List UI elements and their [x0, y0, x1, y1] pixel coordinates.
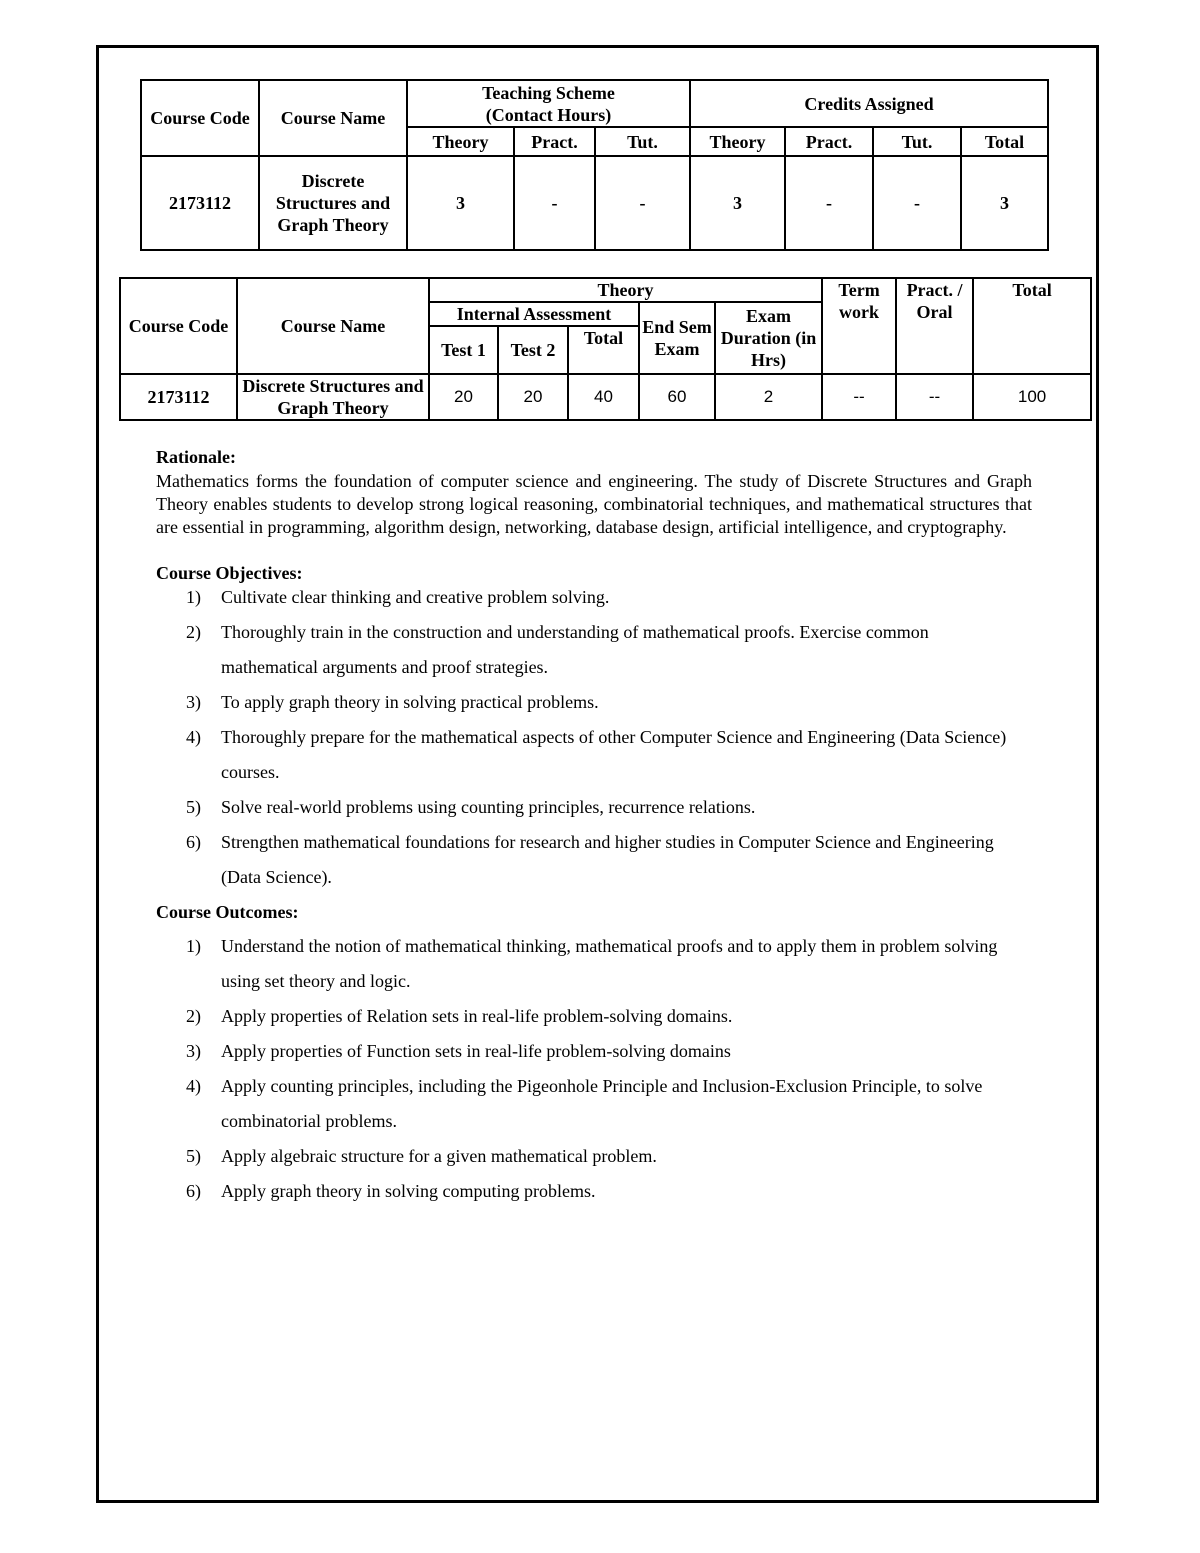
- outcomes-heading: Course Outcomes:: [156, 902, 299, 922]
- examination-scheme-table: [119, 277, 1092, 421]
- item-text: Apply graph theory in solving computing problems.: [221, 1181, 596, 1201]
- cell-course-name: Discrete Structures and Graph Theory: [237, 374, 429, 420]
- list-item: [186, 1174, 1016, 1209]
- objectives-heading: Course Objectives:: [156, 563, 303, 583]
- cell-test-1: 20: [429, 374, 498, 420]
- item-number: 3): [186, 692, 201, 712]
- rationale-heading: Rationale:: [156, 447, 236, 467]
- item-number: 6): [186, 832, 201, 852]
- cell-cr-pract: -: [785, 156, 873, 250]
- list-item: [186, 580, 1016, 615]
- list-item: [186, 615, 1016, 685]
- teaching-scheme-title: Teaching Scheme: [482, 82, 615, 103]
- item-text: Cultivate clear thinking and creative problem solving.: [221, 587, 610, 607]
- cell-end-sem: 60: [639, 374, 715, 420]
- item-number: 4): [186, 727, 201, 747]
- header-course-name: Course Name: [259, 80, 407, 156]
- header-internal-assessment: Internal Assessment: [429, 302, 639, 326]
- list-item: [186, 1069, 1016, 1139]
- cell-cr-theory: 3: [690, 156, 785, 250]
- header-exam-duration: Exam Duration (in Hrs): [715, 302, 822, 374]
- header-credits-assigned: Credits Assigned: [690, 80, 1048, 127]
- cell-ts-pract: -: [514, 156, 595, 250]
- cell-ts-tut: -: [595, 156, 690, 250]
- item-text: Apply algebraic structure for a given mathematical problem.: [221, 1146, 657, 1166]
- cell-total: 100: [973, 374, 1091, 420]
- header-course-code: Course Code: [141, 80, 259, 156]
- item-text: Thoroughly prepare for the mathematical aspects of other Computer Science and Engineering (Data Science) courses.: [221, 727, 1007, 782]
- item-number: 1): [186, 587, 201, 607]
- header-test-1: Test 1: [429, 326, 498, 374]
- list-item: [186, 929, 1016, 999]
- cell-cr-tut: -: [873, 156, 961, 250]
- header-ts-tut: Tut.: [595, 127, 690, 156]
- item-text: Apply counting principles, including the Pigeonhole Principle and Inclusion-Exclusion Principle, to solve combinatorial problems.: [221, 1076, 983, 1131]
- teaching-scheme-table: [140, 79, 1049, 251]
- cell-ts-theory: 3: [407, 156, 514, 250]
- item-text: Thoroughly train in the construction and understanding of mathematical proofs. Exercise common mathematical arguments and proof strategies.: [221, 622, 929, 677]
- header-cr-theory: Theory: [690, 127, 785, 156]
- item-number: 6): [186, 1181, 201, 1201]
- cell-course-name: Discrete Structures and Graph Theory: [259, 156, 407, 250]
- outcomes-list: [186, 929, 1016, 1209]
- header-ts-theory: Theory: [407, 127, 514, 156]
- cell-term-work: --: [822, 374, 896, 420]
- cell-course-code: 2173112: [141, 156, 259, 250]
- item-text: Understand the notion of mathematical thinking, mathematical proofs and to apply them in problem solving using set theory and logic.: [221, 936, 998, 991]
- item-number: 5): [186, 1146, 201, 1166]
- item-number: 2): [186, 622, 201, 642]
- cell-test-2: 20: [498, 374, 568, 420]
- cell-pract-oral: --: [896, 374, 973, 420]
- cell-cr-total: 3: [961, 156, 1048, 250]
- item-text: Strengthen mathematical foundations for research and higher studies in Computer Science and Engineering (Data Science).: [221, 832, 994, 887]
- cell-course-code: 2173112: [120, 374, 237, 420]
- header-course-name: Course Name: [237, 278, 429, 374]
- list-item: [186, 825, 1016, 895]
- header-ts-pract: Pract.: [514, 127, 595, 156]
- list-item: [186, 1139, 1016, 1174]
- list-item: [186, 999, 1016, 1034]
- cell-duration: 2: [715, 374, 822, 420]
- cell-ia-total: 40: [568, 374, 639, 420]
- header-cr-tut: Tut.: [873, 127, 961, 156]
- list-item: [186, 685, 1016, 720]
- item-text: Apply properties of Function sets in real-life problem-solving domains: [221, 1041, 731, 1061]
- list-item: [186, 720, 1016, 790]
- header-cr-pract: Pract.: [785, 127, 873, 156]
- header-end-sem-exam: End Sem Exam: [639, 302, 715, 374]
- list-item: [186, 790, 1016, 825]
- header-cr-total: Total: [961, 127, 1048, 156]
- item-number: 5): [186, 797, 201, 817]
- contact-hours-label: (Contact Hours): [485, 104, 612, 125]
- header-teaching-scheme: [407, 80, 690, 127]
- header-theory: Theory: [429, 278, 822, 302]
- item-number: 3): [186, 1041, 201, 1061]
- item-text: To apply graph theory in solving practical problems.: [221, 692, 599, 712]
- header-course-code: Course Code: [120, 278, 237, 374]
- header-test-2: Test 2: [498, 326, 568, 374]
- header-total: Total: [973, 278, 1091, 374]
- list-item: [186, 1034, 1016, 1069]
- item-text: Apply properties of Relation sets in real-life problem-solving domains.: [221, 1006, 733, 1026]
- item-text: Solve real-world problems using counting principles, recurrence relations.: [221, 797, 756, 817]
- item-number: 4): [186, 1076, 201, 1096]
- header-term-work: Term work: [822, 278, 896, 374]
- objectives-list: [186, 580, 1016, 895]
- header-pract-oral: Pract. / Oral: [896, 278, 973, 374]
- item-number: 1): [186, 936, 201, 956]
- item-number: 2): [186, 1006, 201, 1026]
- header-ia-total: Total: [568, 326, 639, 374]
- rationale-body: Mathematics forms the foundation of computer science and engineering. The study of Discrete Structures and Graph Theory enables students to develop strong logical reasoning, combinatorial techniques, and mathematical structures that are essential in programming, algorithm design, networking, database design, artificial intelligence, and cryptography.: [156, 471, 1032, 537]
